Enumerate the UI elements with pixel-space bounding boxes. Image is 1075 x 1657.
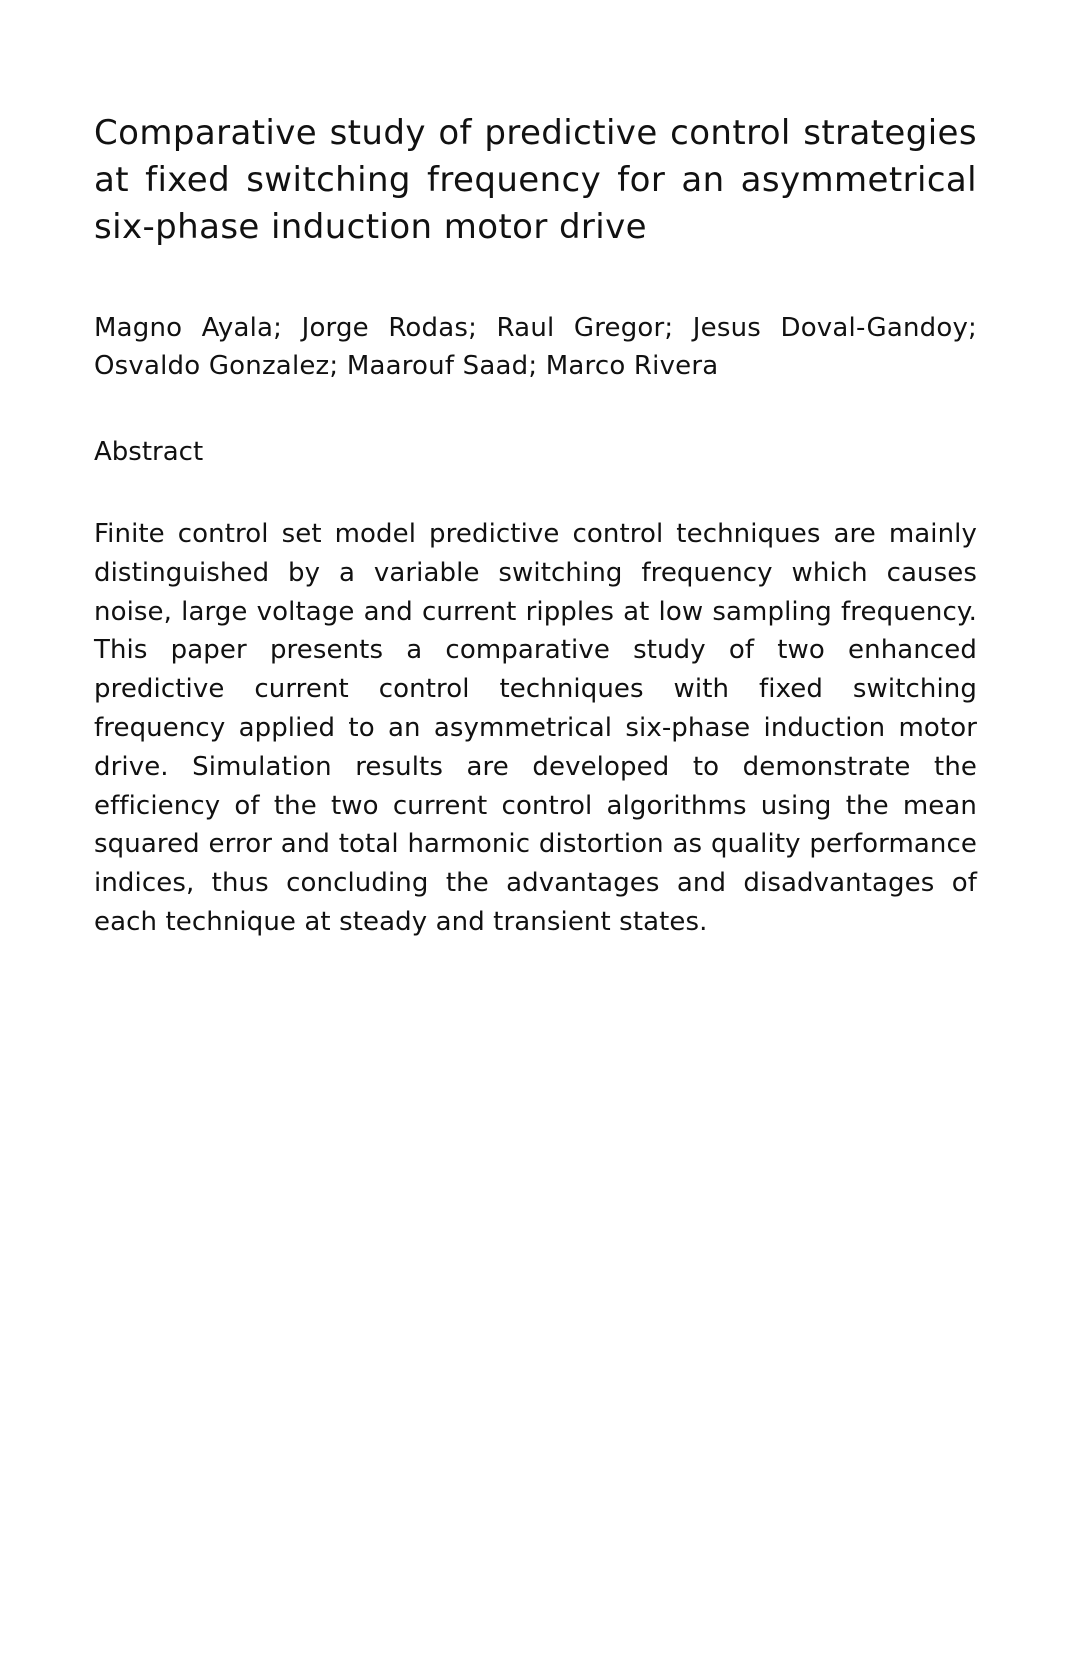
author-list: Magno Ayala; Jorge Rodas; Raul Gregor; Jesus Doval-Gandoy; Osvaldo Gonzalez; Maarouf Saad; Marco Rivera bbox=[94, 313, 977, 381]
paper-title: Comparative study of predictive control strategies at fixed switching frequency for an asymmetrical six-phase induction motor drive bbox=[94, 113, 977, 247]
abstract-heading: Abstract bbox=[94, 437, 204, 467]
abstract-text: Finite control set model predictive control techniques are mainly distinguished by a variable switching frequency which causes noise, large voltage and current ripples at low sampling frequency. This paper presents a comparative study of two enhanced predictive current control techniques with fixed switching frequency applied to an asymmetrical six-phase induction motor drive. Simulation results are developed to demonstrate the efficiency of the two current control algorithms using the mean squared error and total harmonic distortion as quality performance indices, thus concluding the advantages and disadvantages of each technique at steady and transient states. bbox=[94, 519, 977, 937]
paper-page bbox=[94, 110, 977, 942]
